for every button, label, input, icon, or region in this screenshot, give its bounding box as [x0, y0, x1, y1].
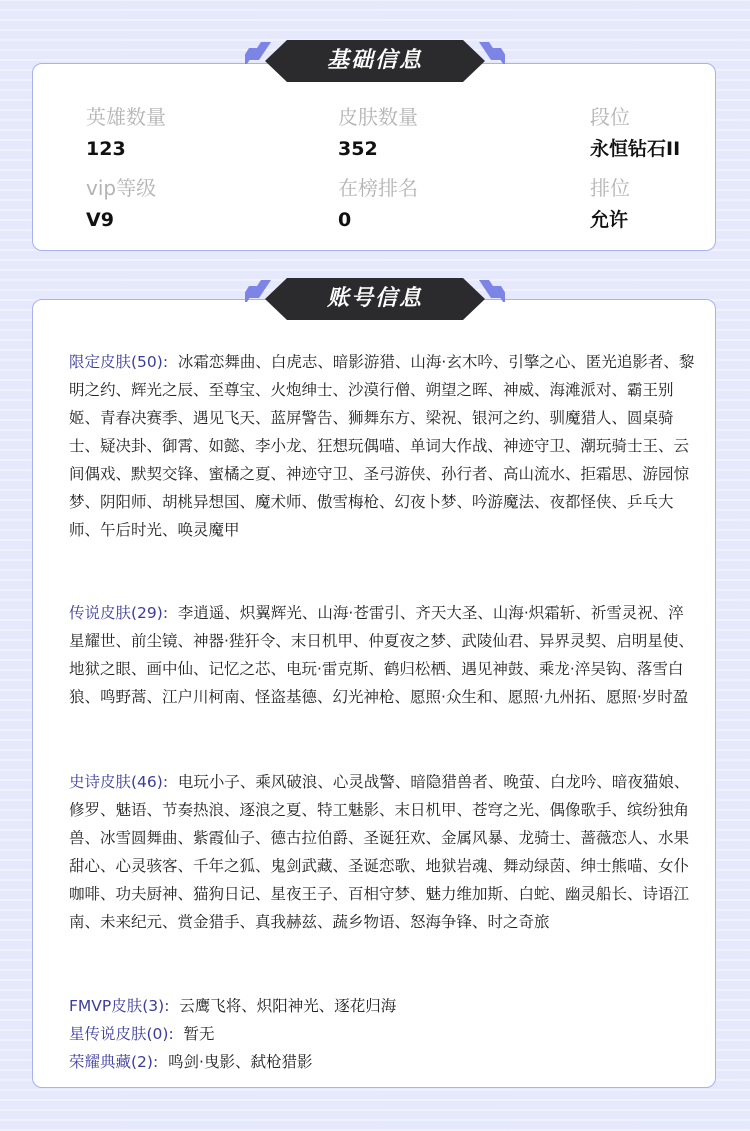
stat-label: 皮肤数量	[338, 105, 418, 129]
stat-vip-level	[86, 175, 156, 233]
stat-label: vip等级	[86, 176, 157, 200]
skin-section-epic	[69, 768, 699, 936]
skin-category-label: 限定皮肤(50):	[69, 353, 169, 371]
skin-section-honor-collection	[69, 1048, 699, 1076]
skin-section-limited	[69, 348, 699, 544]
stat-value: V9	[86, 209, 114, 231]
stat-value: 123	[86, 138, 126, 160]
banner-title: 基础信息	[326, 48, 423, 73]
account-info-card	[32, 299, 716, 1088]
skin-section-legend	[69, 599, 699, 711]
skin-category-label: 荣耀典藏(2):	[69, 1053, 159, 1071]
section-banner-basic	[245, 38, 505, 84]
stat-rank-tier	[590, 104, 680, 162]
stat-label: 在榜排名	[338, 176, 418, 200]
stat-skin-count	[338, 104, 418, 162]
stat-ranked-allowed	[590, 175, 630, 233]
skin-section-fmvp	[69, 992, 699, 1020]
banner-title: 账号信息	[326, 286, 423, 311]
stat-value: 允许	[590, 209, 629, 231]
skin-category-label: FMVP皮肤(3):	[69, 997, 170, 1015]
stat-hero-count	[86, 104, 166, 162]
skin-category-label: 星传说皮肤(0):	[69, 1025, 174, 1043]
stat-label: 排位	[590, 176, 630, 200]
section-banner-account	[245, 276, 505, 322]
basic-info-card	[32, 63, 716, 251]
stat-value: 352	[338, 138, 378, 160]
skin-list: 云鹰飞将、炽阳神光、逐花归海	[179, 997, 397, 1015]
stat-leaderboard-rank	[338, 175, 418, 233]
skin-list: 李逍遥、炽翼辉光、山海·苍雷引、齐天大圣、山海·炽霜斩、祈雪灵祝、淬星耀世、前尘镜、神器·狴犴令、末日机甲、仲夏夜之梦、武陵仙君、异界灵契、启明星使、地狱之眼、画中仙、记忆之芯、电玩·雷克斯、鹤归松栖、遇见神鼓、乘龙·淬吴钩、落雪白狼、鸣野蒿、江户川柯南、怪盗基德、幻光神枪、愿照·众生和、愿照·九州拓、愿照·岁时盈	[69, 604, 694, 706]
skin-category-label: 传说皮肤(29):	[69, 604, 169, 622]
skin-list: 冰霜恋舞曲、白虎志、暗影游猎、山海·玄木吟、引擎之心、匿光追影者、黎明之约、辉光之辰、至尊宝、火炮绅士、沙漠行僧、朔望之晖、神威、海滩派对、霸王别姬、青春决赛季、遇见飞天、蓝屏警告、狮舞东方、梁祝、银河之约、驯魔猎人、圆桌骑士、疑决卦、御霄、如懿、李小龙、狂想玩偶喵、单词大作战、神迹守卫、潮玩骑士王、云间偶戏、默契交锋、蜜橘之夏、神迹守卫、圣弓游侠、孙行者、高山流水、拒霜思、游园惊梦、阴阳师、胡桃异想国、魔术师、傲雪梅枪、幻夜卜梦、吟游魔法、夜都怪侠、乒乓大师、午后时光、唤灵魔甲	[69, 353, 695, 539]
stat-label: 段位	[590, 105, 630, 129]
skin-category-label: 史诗皮肤(46):	[69, 773, 169, 791]
stat-value: 0	[338, 209, 352, 231]
stat-value: 永恒钻石II	[590, 138, 681, 160]
skin-list: 鸣剑·曳影、弑枪猎影	[168, 1053, 313, 1071]
stat-label: 英雄数量	[86, 105, 166, 129]
skin-section-star-legend	[69, 1020, 699, 1048]
skin-list: 暂无	[183, 1025, 215, 1043]
skin-list: 电玩小子、乘风破浪、心灵战警、暗隐猎兽者、晚萤、白龙吟、暗夜猫娘、修罗、魅语、节奏热浪、逐浪之夏、特工魅影、末日机甲、苍穹之光、偶像歌手、缤纷独角兽、冰雪圆舞曲、紫霞仙子、德古拉伯爵、圣诞狂欢、金属风暴、龙骑士、蔷薇恋人、水果甜心、心灵骇客、千年之狐、鬼剑武藏、圣诞恋歌、地狱岩魂、舞动绿茵、绅士熊喵、女仆咖啡、功夫厨神、猫狗日记、星夜王子、百相守梦、魅力维加斯、白蛇、幽灵船长、诗语江南、未来纪元、赏金猎手、真我赫兹、蔬乡物语、怒海争锋、时之奇旅	[69, 773, 690, 931]
